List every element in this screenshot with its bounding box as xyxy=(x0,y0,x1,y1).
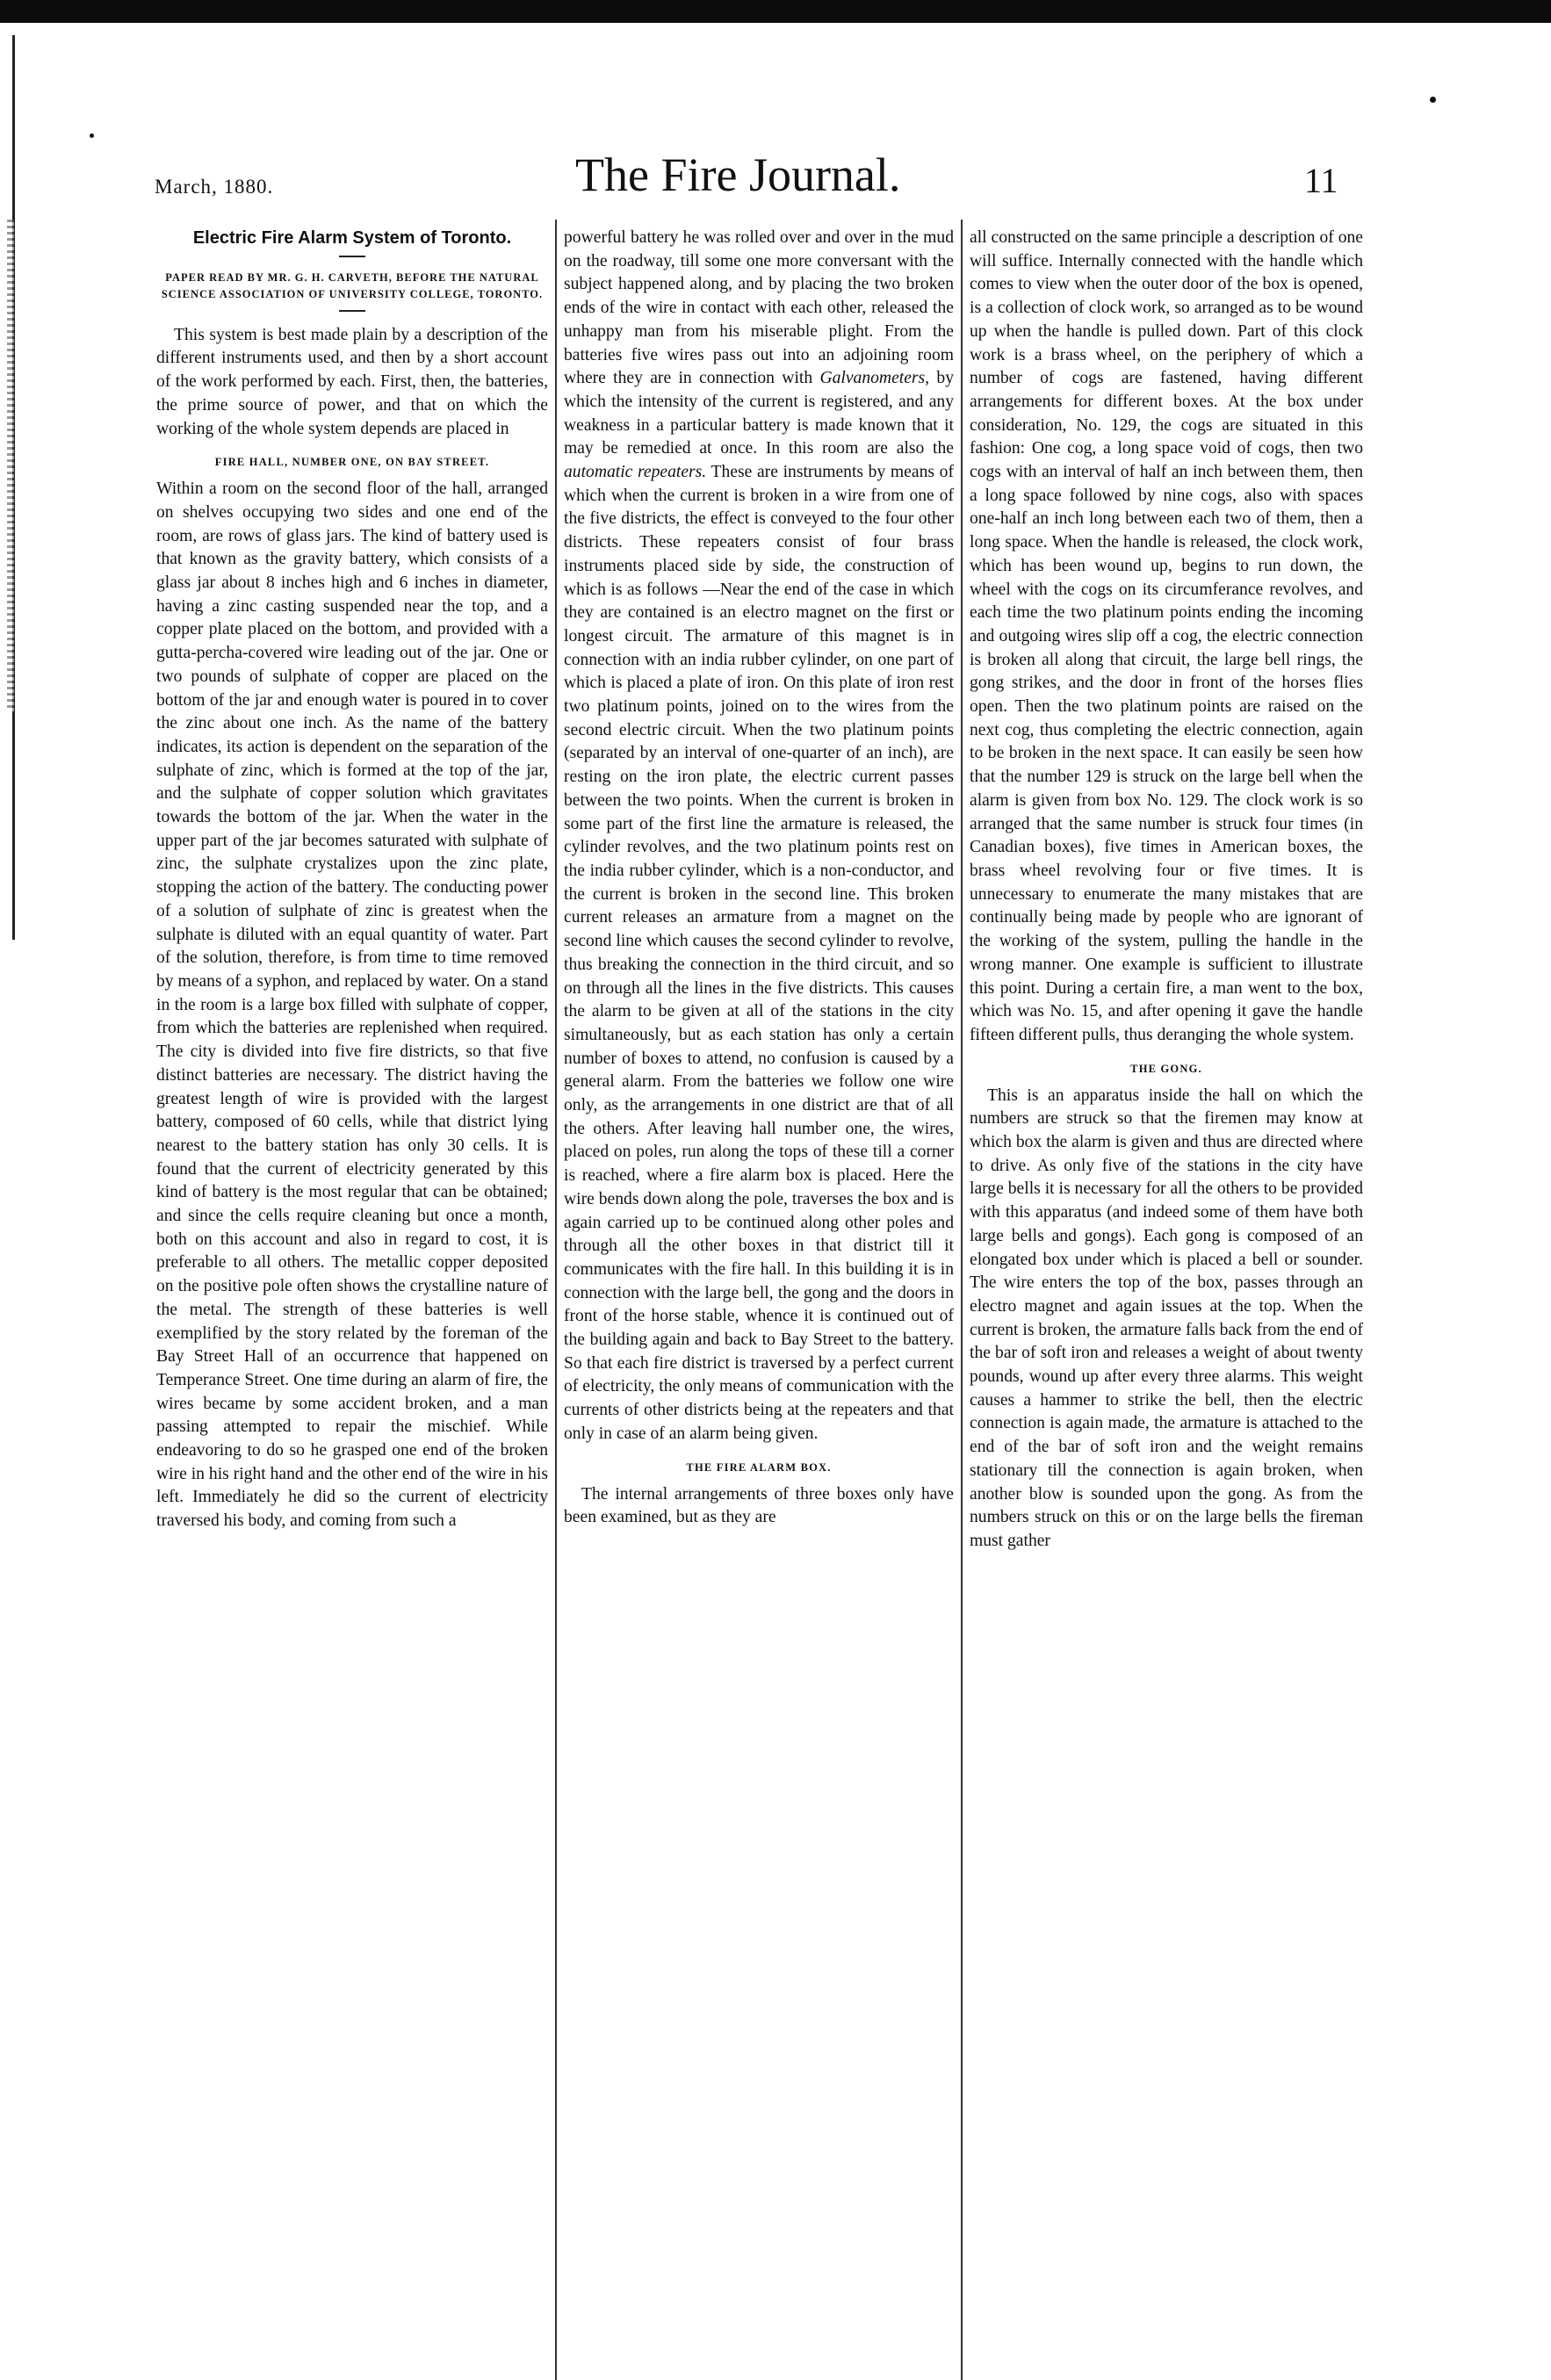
scan-binding-marks xyxy=(7,220,14,711)
paragraph: This system is best made plain by a description of the different instruments used, and then by a short account of the work performed by each. First, then, the batteries, the prime source of power, and that on which the working of the whole system depends are placed in xyxy=(156,325,548,438)
byline-rule xyxy=(339,310,365,312)
article-byline: PAPER READ BY MR. G. H. CARVETH, BEFORE THE NATURAL SCIENCE ASSOCIATION OF UNIVERSITY COLLEGE, TORONTO. xyxy=(161,270,544,300)
page-number: 11 xyxy=(1304,161,1338,200)
italic-term: Galvanometers, xyxy=(819,369,930,388)
scan-top-border xyxy=(0,0,1551,23)
column-2 xyxy=(564,227,954,1530)
text-run: powerful battery he was rolled over and over in the mud on the roadway, till some one more conversant with the subject happened along, and by placing the two broken ends of the wire in contact with each other, released the unhappy man from his miserable plight. From the batteries five wires pass out into an adjoining room where they are in connection with xyxy=(564,228,954,388)
issue-date: March, 1880. xyxy=(155,176,274,198)
text-run: These are instruments by means of which when the current is broken in a wire from one of the five districts, the effect is conveyed to the four other districts. These repeaters consist of four brass instruments placed side by side, the construction of which is as follows —Near the end of the case in which they are contained is an electro magnet on the first or longest circuit. The armature of this magnet is in connection with an india rubber cylinder, on one part of which is placed a plate of iron. On this plate of iron rest two platinum points, joined on to the wires from the second electric circuit. When the two platinum points (separated by an interval of one-quarter of an inch), are resting on the iron plate, the electric current passes between the two points. When the current is broken in some part of the first line the armature is released, the cylinder revolves, and the two platinum points rest on the india rubber cylinder, which is a non-conductor, and the current is broken in the second line. This broken current releases an armature from a magnet on the second line which causes the second cylinder to revolve, thus breaking the connection in the third circuit, and so on through all the lines in the five districts. This causes the alarm to be given at all of the stations in the city simultaneously, but as each station has only a certain number of boxes to attend, no confusion is caused by a general alarm. From the batteries we follow one wire only, as the arrangements in one district are that of all the others. After leaving hall number one, the wires, placed on poles, run along the tops of these till a corner is reached, where a fire alarm box is placed. Here the wire bends down along the pole, traverses the box and is again carried up to be continued along other poles and through all the other boxes in that district till it communicates with the fire hall. In this building it is in connection with the large bell, the gong and the doors in front of the horse stable, whence it is continued out of the building again and back to Bay Street to the battery. So that each fire district is traversed by a perfect current of electricity, the only means of communication with the currents of other districts being at the repeaters and that only in case of an alarm being given. xyxy=(564,463,954,1443)
paragraph: Within a room on the second floor of the hall, arranged on shelves occupying two sides and one end of the room, are rows of glass jars. The kind of battery used is that known as the gravity battery, which consists of a glass jar about 8 inches high and 6 inches in diameter, having a zinc casting suspended near the top, and a copper plate placed on the bottom, and provided with a gutta-percha-covered wire leading out of the jar. One or two pounds of sulphate of copper are placed on the bottom of the jar and enough water is poured in to cover the zinc about one inch. As the name of the battery indicates, its action is dependent on the separation of the sulphate of zinc, which is formed at the top of the jar, and the sulphate of copper solution which gravitates towards the bottom of the jar. When the water in the upper part of the jar becomes saturated with sulphate of zinc, the sulphate crystalizes upon the zinc plate, stopping the action of the battery. The conducting power of a solution of sulphate of zinc is greatest when the sulphate is diluted with an equal quantity of water. Part of the solution, therefore, is from time to time removed by means of a syphon, and replaced by water. On a stand in the room is a large box filled with sulphate of copper, from which the batteries are replenished when required. The city is divided into five fire districts, so that five distinct batteries are necessary. The district having the greatest length of wire is provided with the largest battery, composed of 60 cells, while that district lying nearest to the battery station has only 30 cells. It is found that the current of electricity generated by this kind of battery is the most regular that can be obtained; and since the cells require cleaning but once a month, both on this account and also in regard to cost, it is preferable to all others. The metallic copper deposited on the positive pole often shows the crystalline nature of the metal. The strength of these batteries is well exemplified by the story related by the foreman of the Bay Street Hall of an occurrence that happened on Temperance Street. One time during an alarm of fire, the wires became by some accident broken, and a man passing attempted to repair the mischief. While endeavoring to do so he grasped one end of the broken wire in his right hand and the other end of the wire in his left. Immediately he did so the current of electricity traversed his body, and coming from such a xyxy=(156,480,548,1531)
italic-term: automatic repeaters. xyxy=(564,463,707,482)
section-heading: THE FIRE ALARM BOX. xyxy=(686,1460,832,1474)
paragraph: This is an apparatus inside the hall on which the numbers are struck so that the firemen may know at which box the alarm is given and thus are directed where to drive. As only five of the stations in the city have large bells it is necessary for all the others to be provided with this apparatus (and indeed some of them have both large bells and gongs). Each gong is composed of an elongated box under which is placed a bell or sounder. The wire enters the top of the box, passes through an electro magnet and again issues at the top. When the current is broken, the armature falls back from the end of the bar of soft iron and releases a weight of about twenty pounds, wound up after every three alarms. This weight causes a hammer to strike the bell, then the electric connection is again made, the armature is attached to the end of the bar of soft iron and the weight remains stationary till the connection is again broken, when another blow is sounded upon the gong. As from the numbers struck on this or on the large bells the fireman must gather xyxy=(970,1085,1363,1550)
text-run: by which the intensity of the current is registered, and any weakness in a particular battery is made known that it may be remedied at once. In this room are also the xyxy=(564,369,954,458)
section-heading: THE GONG. xyxy=(1130,1062,1202,1075)
column-3 xyxy=(970,227,1363,1554)
section-heading: FIRE HALL, NUMBER ONE, ON BAY STREET. xyxy=(214,456,490,469)
column-divider xyxy=(555,220,557,2380)
article-title: Electric Fire Alarm System of Toronto. xyxy=(192,228,512,248)
scan-speck xyxy=(90,133,94,138)
column-divider xyxy=(961,220,963,2380)
paragraph: The internal arrangements of three boxes only have been examined, but as they are xyxy=(564,1484,954,1527)
paragraph xyxy=(564,227,954,1446)
column-1 xyxy=(156,227,548,1533)
scan-speck xyxy=(1430,97,1436,103)
journal-title: The Fire Journal. xyxy=(575,148,901,201)
title-rule xyxy=(339,256,365,257)
paragraph: all constructed on the same principle a description of one will suffice. Internally connected with the handle which comes to view when the outer door of the box is opened, is a collection of clock work, so arranged as to be wound up when the handle is pulled down. Part of this clock work is a brass wheel, on the periphery of which a number of cogs are fastened, having different arrangements for different boxes. At the box under consideration, No. 129, the cogs are situated in this fashion: One cog, a long space void of cogs, then two cogs with an interval of half an inch between them, then a long space followed by nine cogs, also with spaces one-half an inch long between each two of them, then a long space. When the handle is released, the clock work, which has been wound up, begins to run down, the wheel with the cogs on its circumferance revolves, and each time the two platinum points ending the incoming and outgoing wires slip off a cog, the electric connection is broken all along that circuit, the large bell rings, the gong strikes, and the door in front of the horses flies open. Then the two platinum points are raised on the next cog, thus completing the electric connection, again to be broken in the next space. It can easily be seen how that the number 129 is struck on the large bell when the alarm is given from box No. 129. The clock work is so arranged that the same number is struck four times (in Canadian boxes), five times in American boxes, the brass wheel revolving four or five times. It is unnecessary to enumerate the many mistakes that are continually being made by people who are ignorant of the working of the system, pulling the handle in the wrong manner. One example is sufficient to illustrate this point. During a certain fire, a man went to the box, which was No. 15, and after opening it gave the handle fifteen different pulls, thus deranging the whole system. xyxy=(970,228,1363,1044)
